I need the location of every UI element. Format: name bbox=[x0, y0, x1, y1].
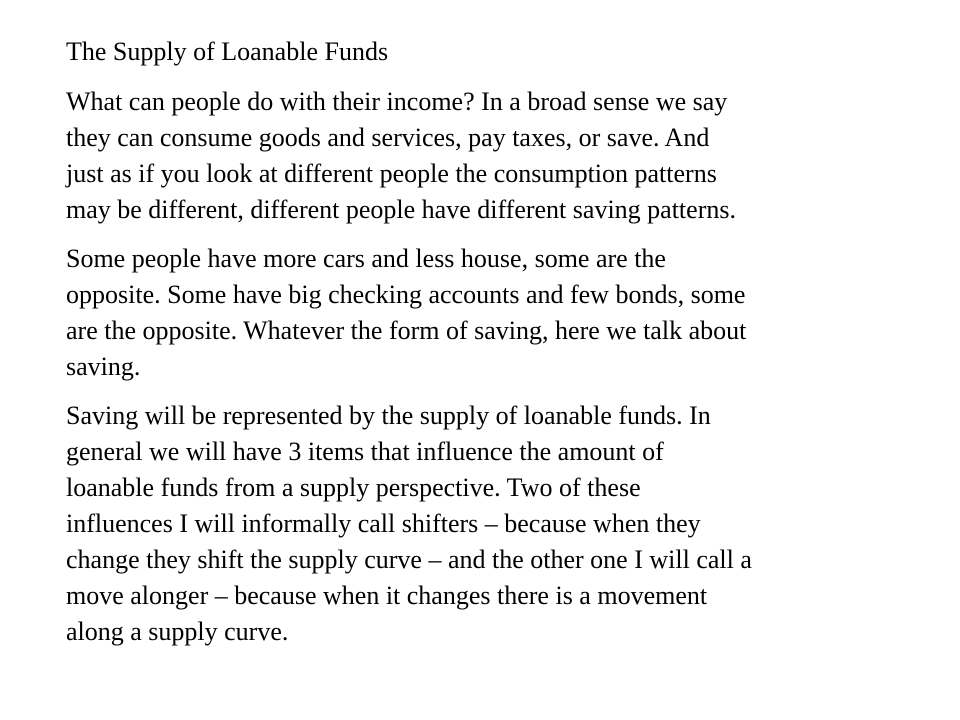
paragraph-loanable-funds bbox=[66, 398, 926, 650]
paragraph-line: they can consume goods and services, pay taxes, or save. And bbox=[66, 123, 710, 152]
paragraph-line: loanable funds from a supply perspective. Two of these bbox=[66, 473, 641, 502]
paragraph-income-uses bbox=[66, 84, 926, 228]
paragraph-line: change they shift the supply curve – and the other one I will call a bbox=[66, 545, 752, 574]
paragraph-line: may be different, different people have different saving patterns. bbox=[66, 195, 736, 224]
paragraph-line: influences I will informally call shifters – because when they bbox=[66, 509, 701, 538]
paragraph-line: general we will have 3 items that influence the amount of bbox=[66, 437, 664, 466]
slide-body bbox=[66, 34, 926, 663]
slide-title: The Supply of Loanable Funds bbox=[66, 37, 389, 66]
paragraph-line: along a supply curve. bbox=[66, 617, 289, 646]
paragraph-line: just as if you look at different people the consumption patterns bbox=[66, 159, 717, 188]
paragraph-line: move alonger – because when it changes there is a movement bbox=[66, 581, 708, 610]
paragraph-line: Some people have more cars and less house, some are the bbox=[66, 244, 666, 273]
paragraph-saving-forms bbox=[66, 241, 926, 385]
paragraph-line: are the opposite. Whatever the form of saving, here we talk about bbox=[66, 316, 747, 345]
paragraph-line: saving. bbox=[66, 352, 141, 381]
paragraph-line: opposite. Some have big checking accounts and few bonds, some bbox=[66, 280, 746, 309]
paragraph-line: What can people do with their income? In a broad sense we say bbox=[66, 87, 728, 116]
paragraph-line: Saving will be represented by the supply of loanable funds. In bbox=[66, 401, 711, 430]
